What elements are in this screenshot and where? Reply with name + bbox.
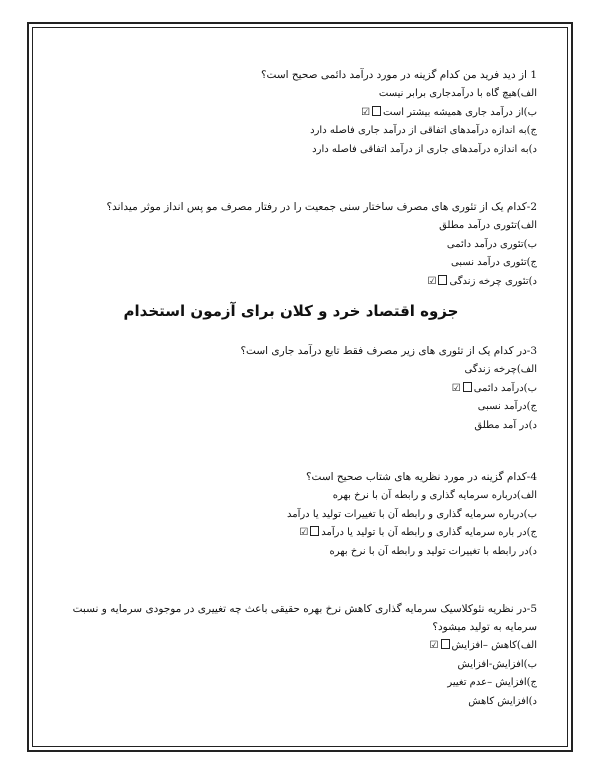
checkmark-icon: ☑ [427,275,437,287]
option-dal: د)در رابطه با تغییرات تولید و رابطه آن با نرخ بهره [329,545,537,557]
question-4 [45,468,537,561]
question-3 [45,342,537,435]
empty-box-icon [438,275,447,285]
checkmark-icon: ☑ [429,640,439,651]
option-alef: الف)کاهش –افزایش☑ [45,637,537,656]
option-jim: ج)افزایش –عدم تغییر [447,677,537,688]
option-alef: الف)هیچ گاه با درآمدجاری برابر نیست [378,88,537,99]
option-alef: الف)چرخه زندگی [464,364,537,375]
question-stem: 4-کدام گزینه در مورد نظریه های شتاب صحیح است؟ [305,471,537,483]
option-jim: ج)درآمد نسبی [477,401,537,412]
option-be: ب)تئوری درآمد دائمی [446,238,537,250]
section-heading: جزوه اقتصاد خرد و کلان برای آزمون استخدام [123,302,459,320]
empty-box-icon [310,526,319,536]
option-alef: الف)تئوری درآمد مطلق [439,220,537,231]
option-jim: ج)به اندازه درآمدهای اتفاقی از درآمد جاری فاصله دارد [310,125,537,136]
question-5 [45,600,537,711]
question-stem: 2-کدام یک از تئوری های مصرف ساختار سنی جمعیت را در رفتار مصرف مو پس انداز موثر میداند؟ [106,201,537,213]
option-be: ب)درباره سرمایه گذاری و رابطه آن با تغییرات تولید یا درآمد [286,508,537,520]
empty-box-icon [463,382,472,392]
empty-box-icon [441,639,450,649]
option-dal: د)در آمد مطلق [474,419,537,431]
option-be: ب)درآمد دائمی☑ [45,380,537,399]
option-be: ب)افزایش-افزایش [457,658,537,670]
checkmark-icon: ☑ [299,527,309,538]
option-alef: الف)درباره سرمایه گذاری و رابطه آن با نرخ بهره [332,490,537,501]
question-2 [45,198,537,291]
question-1 [45,66,537,159]
option-dal: د)تئوری چرخه زندگی☑ [45,273,537,292]
question-stem: 5-در نظریه نئوکلاسیک سرمایه گذاری کاهش نرخ بهره حقیقی باعث چه تغییری در موجودی سرمایه و نسبت سرمایه به تولید میشود؟ [72,603,537,633]
option-dal: د)افزایش کاهش [468,695,537,707]
option-dal: د)به اندازه درآمدهای جاری از درآمد اتفاقی فاصله دارد [312,143,537,155]
question-stem: 3-در کدام یک از تئوری های زیر مصرف فقط تابع درآمد جاری است؟ [240,345,537,357]
option-jim: ج)تئوری درآمد نسبی [450,257,537,268]
empty-box-icon [372,106,381,116]
checkmark-icon: ☑ [361,106,371,118]
option-be: ب)از درآمد جاری همیشه بیشتر است☑ [45,104,537,123]
option-jim: ج)در باره سرمایه گذاری و رابطه آن با تولید یا درآمد☑ [45,524,537,543]
checkmark-icon: ☑ [451,382,461,394]
question-stem: 1 از دید فرید من کدام گزینه در مورد درآمد دائمی صحیح است؟ [260,69,537,81]
